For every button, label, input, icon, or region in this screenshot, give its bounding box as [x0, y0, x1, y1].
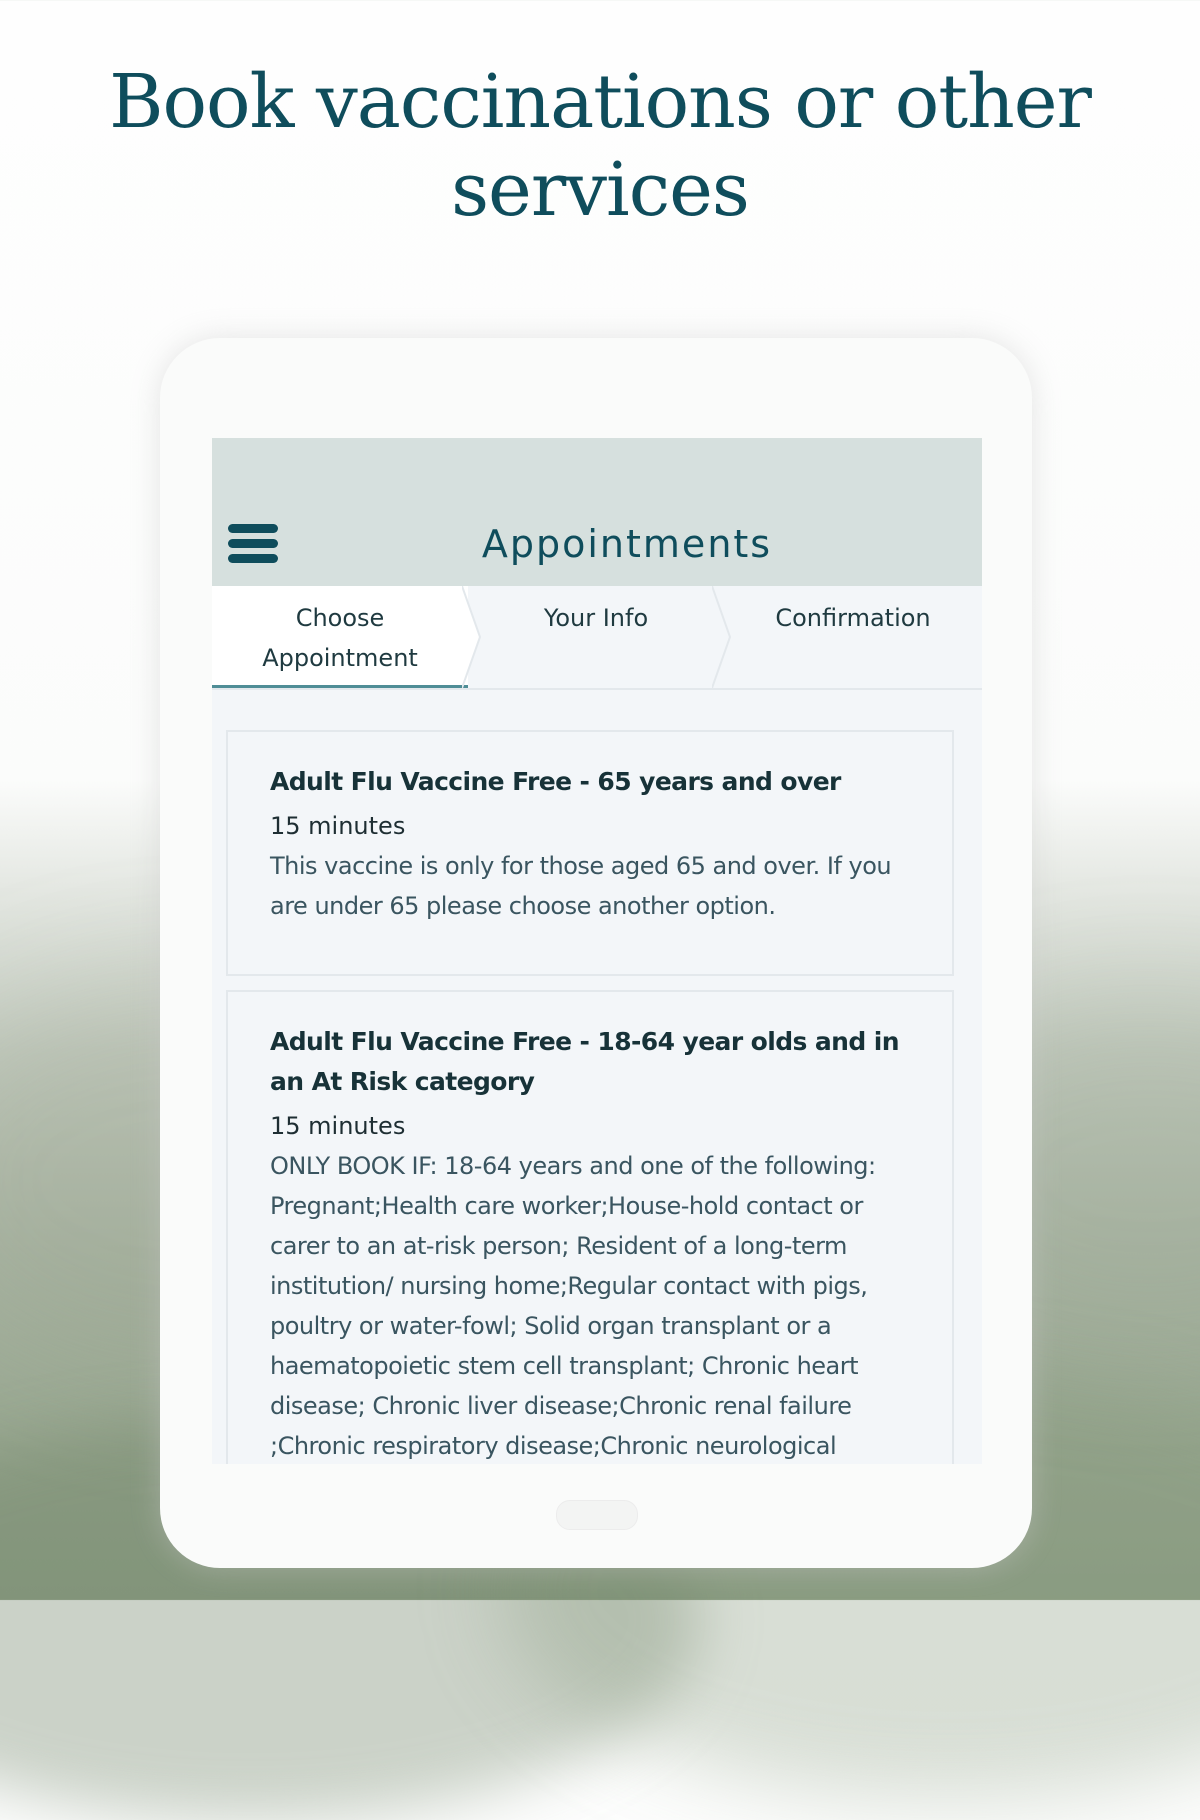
booking-steps — [212, 586, 982, 690]
headline-line-1: Book vaccinations or other — [109, 59, 1091, 145]
appointment-title: Adult Flu Vaccine Free - 18-64 year olds and in an At Risk category — [270, 1027, 899, 1096]
step-label: Confirmation — [775, 604, 931, 632]
step-choose-appointment[interactable] — [212, 586, 468, 688]
step-separator-chevron — [462, 586, 486, 688]
step-your-info[interactable] — [468, 586, 724, 688]
step-separator-chevron — [712, 586, 736, 688]
step-confirmation[interactable] — [724, 586, 982, 688]
headline-line-2: services — [451, 147, 749, 233]
step-label: Your Info — [543, 604, 649, 632]
app-header — [212, 438, 982, 586]
appointment-option-card[interactable] — [226, 730, 954, 976]
home-button[interactable] — [556, 1500, 638, 1530]
appointment-duration: 15 minutes — [270, 1112, 406, 1140]
appointment-title: Adult Flu Vaccine Free - 65 years and over — [270, 767, 841, 796]
appointment-duration: 15 minutes — [270, 812, 406, 840]
page-title: Appointments — [481, 522, 773, 566]
step-label-line-2: Appointment — [262, 644, 418, 672]
step-label-line-1: Choose — [295, 604, 385, 632]
app-screen — [212, 438, 982, 1464]
appointment-description: ONLY BOOK IF: 18-64 years and one of the following: Pregnant;Health care worker;House-hold contact or carer to an at-risk person; Resident of a long-term institution/ nursing home;Regular contact with pigs, poultry or water-fowl; Solid organ transplant or a haematopoietic stem cell transplant; Chronic heart disease; Chronic liver disease;Chronic renal failure ;Chronic respiratory disease;Chronic neurological — [270, 1152, 876, 1460]
promo-headline — [0, 58, 1200, 234]
tablet-frame — [160, 338, 1032, 1568]
appointment-description: This vaccine is only for those aged 65 and over. If you are under 65 please choose another option. — [270, 852, 892, 920]
appointment-option-card[interactable] — [226, 990, 954, 1464]
